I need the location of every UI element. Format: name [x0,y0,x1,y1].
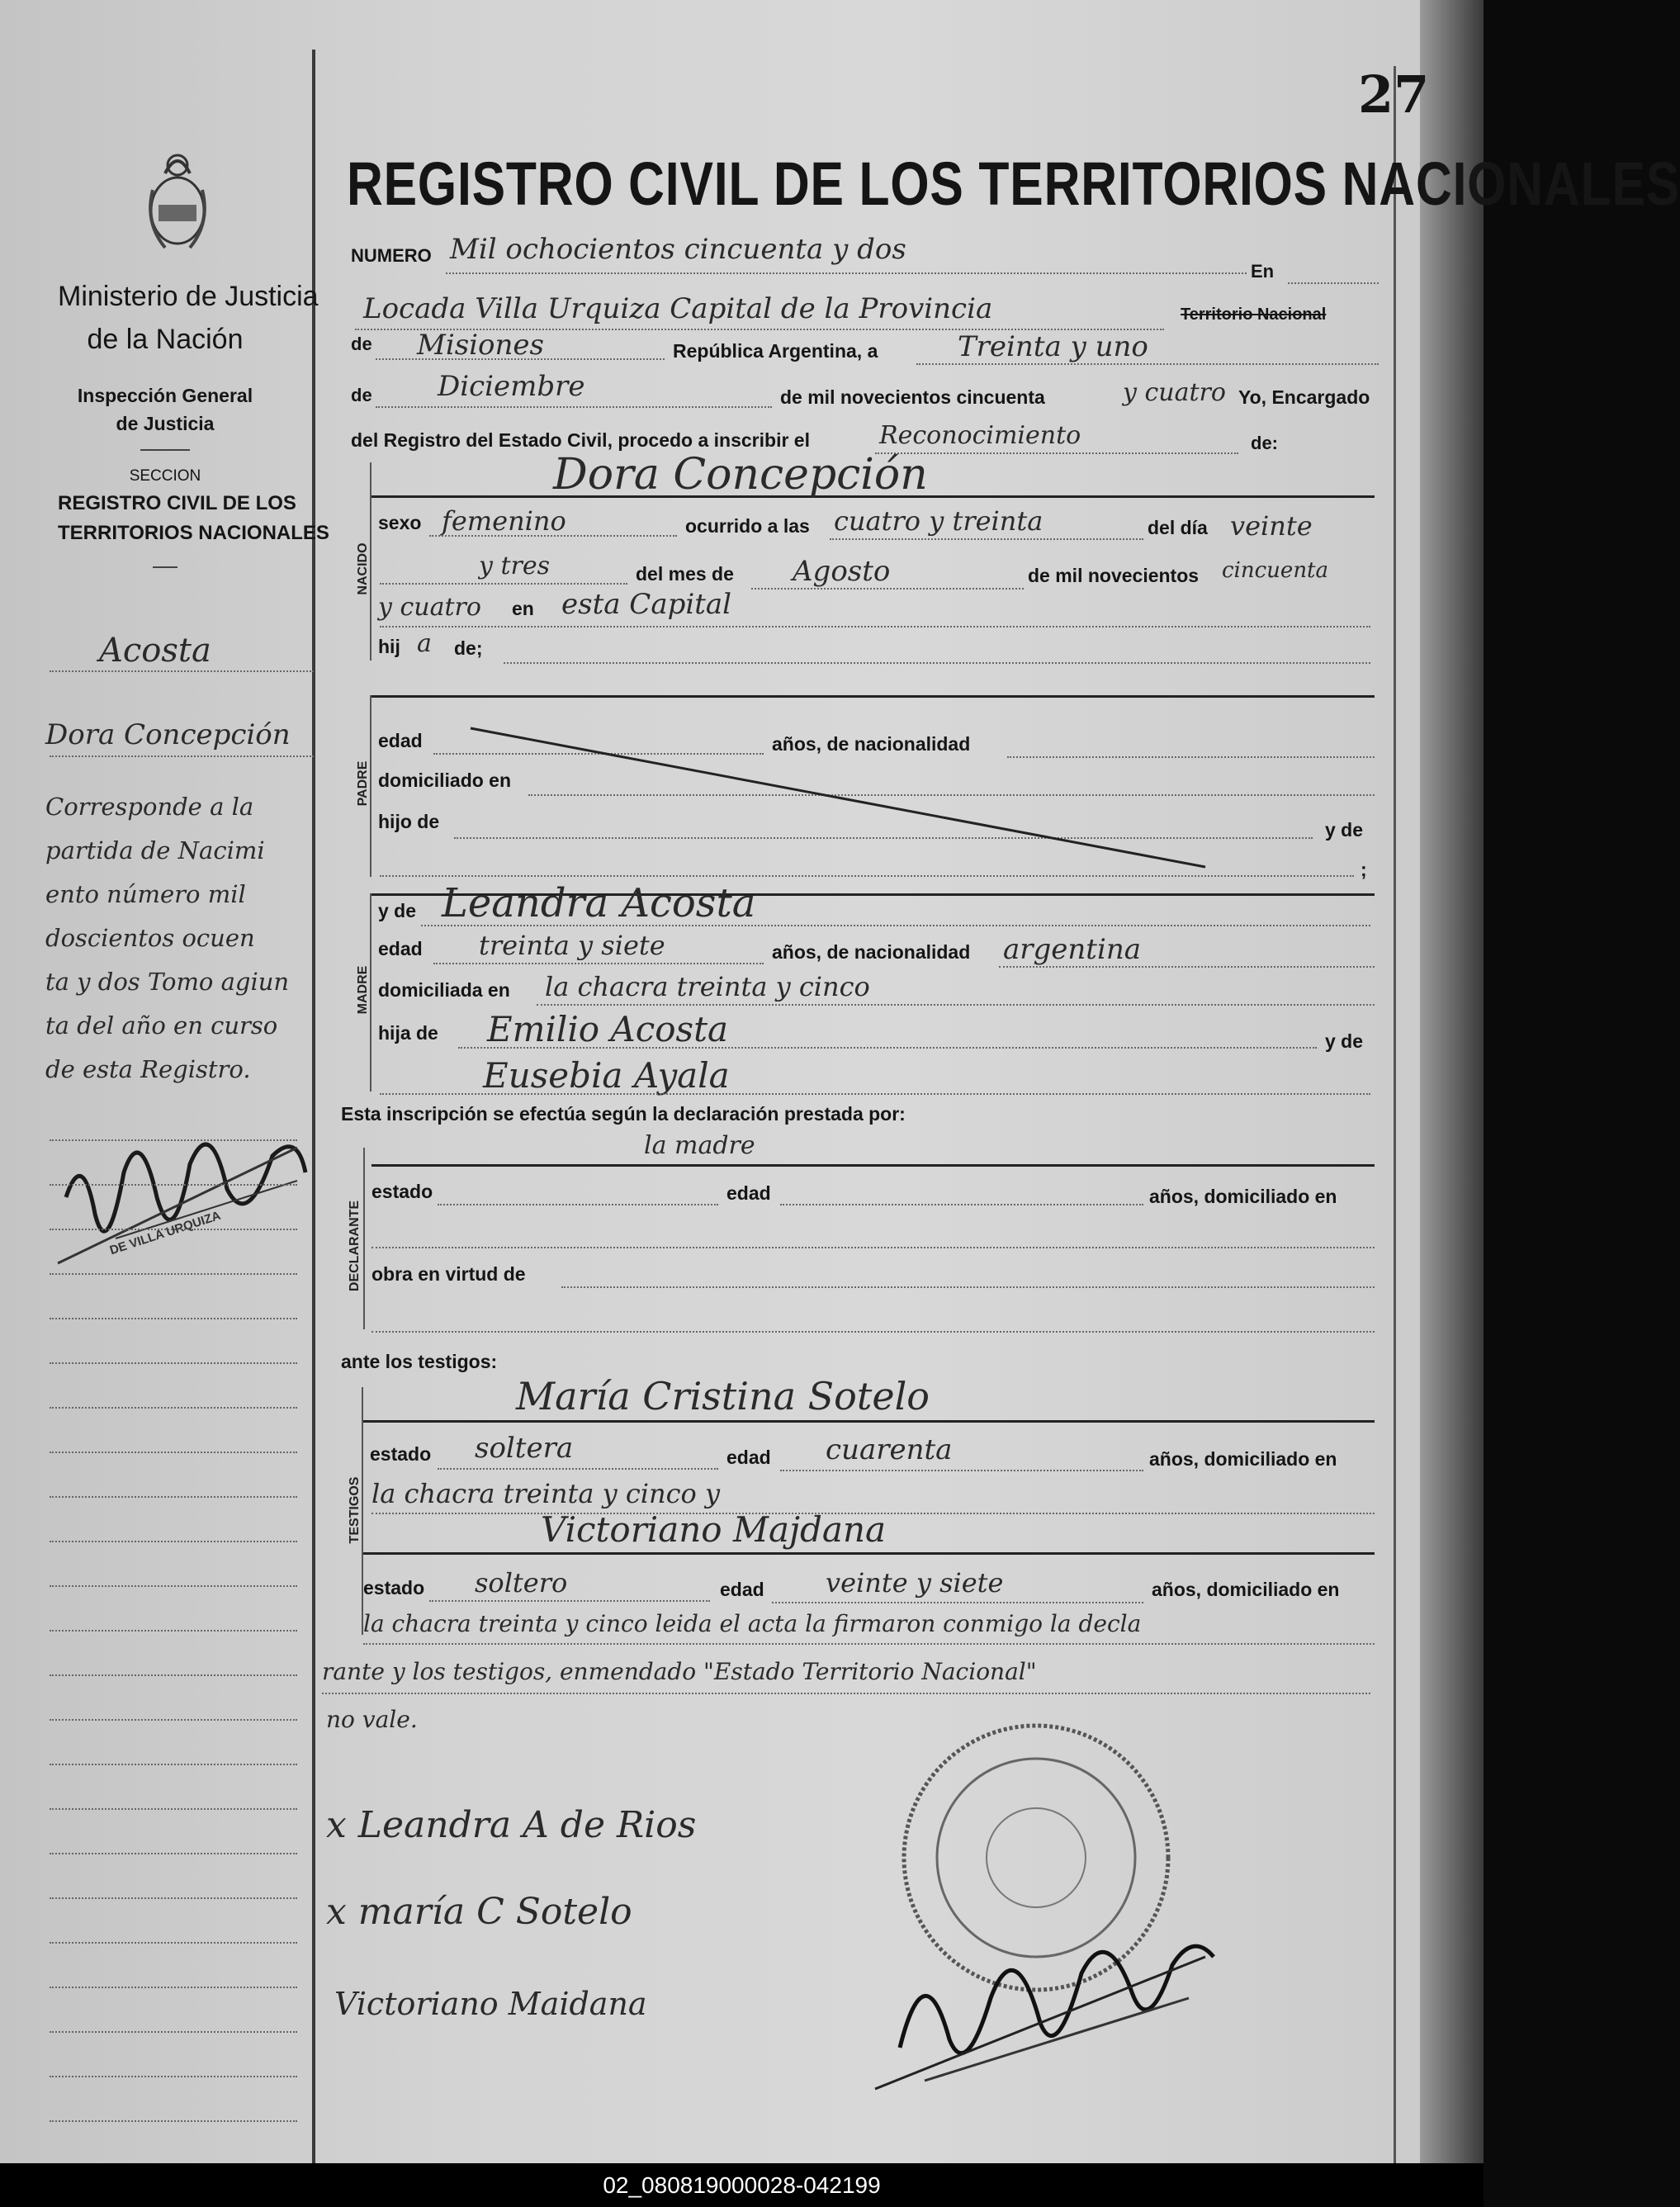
margin-ruling-line [50,1674,297,1676]
margin-ruling-line [50,1184,297,1186]
madre-madre-value: Eusebia Ayala [483,1055,730,1096]
hijo-de: de; [454,637,483,659]
inspection-line-1: Inspección General [77,385,253,406]
en-label: En [1251,261,1275,282]
margin-name: Dora Concepción [45,718,291,751]
day-value: Treinta y uno [958,330,1148,363]
section-line-2: REGISTRO CIVIL DE LOS [58,492,296,514]
padre-label: PADRE [356,760,370,807]
padre-anios-label: años, de nacionalidad [772,733,971,755]
t1-estado-value: soltera [475,1432,574,1465]
mes-label: del mes de [636,563,734,585]
section-line-1: SECCION [129,467,201,485]
madre-edad-value: treinta y siete [479,930,665,961]
en-label-2: en [512,598,534,619]
madre-label: MADRE [356,965,370,1015]
testigos-line: ante los testigos: [341,1351,498,1372]
t1-estado-label: estado [370,1443,432,1465]
margin-ruling-line [50,1630,297,1632]
continuation-line-2: no vale. [326,1706,418,1733]
hijo-suffix: a [417,629,432,658]
madre-domicilio-value: la chacra treinta y cinco [545,971,870,1002]
t2-anios-label: años, domiciliado en [1152,1579,1340,1600]
margin-note-1: Corresponde a la [45,793,254,821]
acto-value: Reconocimiento [879,421,1081,450]
madre-y-de: y de [1325,1030,1364,1052]
declarante-edad-label: edad [726,1182,771,1204]
margin-ruling-line [50,1496,297,1498]
madre-domicilio-label: domiciliada en [378,979,510,1001]
margin-stamp-text: DE VILLA URQUIZA [107,1208,223,1258]
encargado-label: Yo, Encargado [1238,386,1370,408]
madre-edad-label: edad [378,938,423,959]
padre-hijo-label: hijo de [378,811,440,832]
margin-ruling-line [50,1541,297,1542]
margin-signature [50,1098,314,1288]
margin-note-5: ta y dos Tomo agiun [45,968,290,996]
madre-padre-value: Emilio Acosta [487,1009,729,1049]
anio-label: de mil novecientos [1028,565,1200,586]
t2-estado-label: estado [363,1577,425,1598]
t2-edad-value: veinte y siete [826,1567,1004,1598]
margin-ruling-line [50,1139,297,1141]
t1-anios-label: años, domiciliado en [1149,1448,1337,1470]
margin-ruling-line [50,1229,297,1230]
republica-label: República Argentina, a [673,340,878,362]
margin-note-6: ta del año en curso [45,1011,278,1040]
padre-semicolon: ; [1361,859,1367,880]
margin-ruling-line [50,1942,297,1944]
margin-surname: Acosta [99,632,211,670]
binding-edge [1394,66,1396,2163]
dia-value-2: y tres [479,552,551,580]
padre-y-de: y de [1325,819,1364,841]
officer-signature [875,1899,1222,2097]
sexo-value: femenino [442,505,566,537]
section-line-3: TERRITORIOS NACIONALES [58,522,329,544]
t1-edad-value: cuarenta [826,1433,953,1466]
margin-ruling-line [50,1452,297,1453]
book-spine-shadow [1420,0,1484,2163]
madre-y-de-label: y de [378,900,417,921]
margin-ruling-line [50,1318,297,1319]
numero-value: Mil ochocientos cincuenta y dos [450,233,906,266]
madre-nacionalidad-value: argentina [1003,933,1142,966]
t2-domicilio-value: la chacra treinta y cinco leida el acta la firmaron conmigo la decla [363,1610,1142,1637]
lugar-value: esta Capital [561,588,732,621]
madre-anios-label: años, de nacionalidad [772,941,971,963]
ministry-line-2: de la Nación [87,324,244,355]
margin-ruling-line [50,1853,297,1854]
margin-ruling-line [50,1273,297,1275]
margin-ruling-line [50,1719,297,1721]
margin-note-3: ento número mil [45,880,246,908]
province-value: Misiones [417,329,544,362]
ministry-line-1: Ministerio de Justicia [58,281,319,312]
madre-hija-label: hija de [378,1022,438,1044]
registro-line: del Registro del Estado Civil, procedo a inscribir el [351,429,810,451]
margin-ruling-line [50,2076,297,2077]
ocurrido-label: ocurrido a las [685,515,810,537]
territorio-label: Territorio Nacional [1181,305,1327,324]
margin-ruling-line [50,1407,297,1409]
signature-2: x maría C Sotelo [326,1891,632,1933]
sexo-label: sexo [378,512,422,533]
margin-note-2: partida de Nacimi [45,836,265,864]
anio-value: cincuenta [1222,558,1329,583]
t2-estado-value: soltero [475,1567,568,1598]
month-value: Diciembre [438,370,585,403]
anio-value-2: y cuatro [378,593,481,622]
de-label: de [351,334,372,354]
numero-label: NUMERO [351,245,432,266]
de-colon: de: [1251,433,1278,453]
margin-ruling-line [50,2031,297,2033]
dia-label: del día [1148,517,1208,538]
padre-edad-label: edad [378,730,423,751]
margin-ruling-line [50,1987,297,1988]
padre-cancel-stroke [471,727,1214,875]
hijo-label: hij [378,636,400,657]
coat-of-arms-icon [140,140,215,264]
t1-edad-label: edad [726,1447,771,1468]
signature-1: x Leandra A de Rios [326,1804,697,1846]
t1-domicilio-value: la chacra treinta y cinco y [371,1478,721,1509]
dia-value: veinte [1230,510,1313,542]
margin-ruling-line [50,1897,297,1899]
declarante-anios-label: años, domiciliado en [1149,1186,1337,1207]
signature-3: Victoriano Maidana [334,1986,647,2022]
margin-ruling-line [50,1764,297,1765]
margin-ruling-line [50,2120,297,2122]
testigo-2-name: Victoriano Majdana [541,1509,887,1550]
inspection-line-2: de Justicia [116,413,215,434]
year-value: y cuatro [1123,378,1226,407]
de-label-2: de [351,385,372,405]
margin-note-7: de esta Registro. [45,1055,251,1083]
margin-ruling-line [50,1808,297,1810]
declarante-value: la madre [644,1131,755,1160]
padre-domicilio-label: domiciliado en [378,770,512,791]
t2-edad-label: edad [720,1579,764,1600]
subject-name: Dora Concepción [553,450,928,500]
madre-name-value: Leandra Acosta [442,880,756,926]
margin-note-4: doscientos ocuen [45,924,255,952]
year-label: de mil novecientos cincuenta [780,386,1045,408]
declarante-estado-label: estado [371,1181,433,1202]
footer-id: 02_080819000028-042199 [0,2163,1484,2207]
page-number: 27 [1358,64,1430,125]
nacido-label: NACIDO [356,542,370,595]
margin-ruling-line [50,1362,297,1364]
declarante-label: DECLARANTE [348,1200,362,1292]
hora-value: cuatro y treinta [834,505,1043,537]
mes-value: Agosto [793,555,891,588]
declaracion-line: Esta inscripción se efectúa según la declaración prestada por: [341,1103,906,1125]
testigos-label: TESTIGOS [348,1476,362,1544]
margin-ruling-line [50,1585,297,1587]
continuation-line-1: rante y los testigos, enmendado "Estado Territorio Nacional" [322,1658,1037,1685]
locality-value: Locada Villa Urquiza Capital de la Provincia [363,292,993,325]
testigo-1-name: María Cristina Sotelo [516,1374,930,1418]
page-title: REGISTRO CIVIL DE LOS TERRITORIOS NACIONALES [347,149,1680,218]
declarante-obra-label: obra en virtud de [371,1263,526,1285]
